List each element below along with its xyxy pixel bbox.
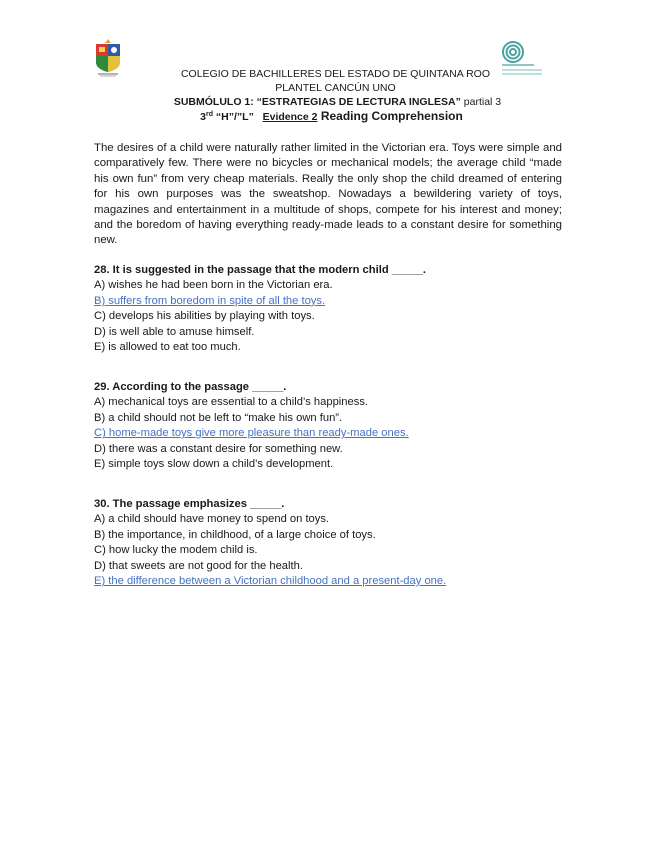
reading-passage: The desires of a child were naturally rather limited in the Victorian era. Toys were simple and comparatively few. There were no bicycles or mechanical models; the average child “made his own fun” from very cheap materials. Really the only shop the child dreamed of entering for his own purposes was the sweatshop. Nowadays a bewildering variety of toys, magazines and entertainment in a multitude of shops, compete for his interest and money; and the boredom of having everything ready-made leads to a constant desire for something new. [94, 142, 562, 247]
option-d[interactable]: D) there was a constant desire for something new. [94, 442, 343, 455]
option-e[interactable]: E) is allowed to eat too much. [94, 341, 241, 354]
evidence-title [4, 110, 655, 124]
option-b[interactable]: B) the importance, in childhood, of a large choice of toys. [94, 528, 376, 541]
grade-label: 3rd “H”/”L” [200, 111, 254, 123]
question-stem: 30. The passage emphasizes _____. [94, 498, 285, 510]
question-30 [94, 497, 574, 589]
option-c[interactable]: C) how lucky the modem child is. [94, 544, 258, 557]
option-a[interactable]: A) wishes he had been born in the Victorian era. [94, 279, 333, 292]
option-c[interactable]: C) develops his abilities by playing with toys. [94, 310, 315, 323]
option-e[interactable]: E) simple toys slow down a child’s development. [94, 458, 334, 471]
submodule-title [10, 96, 655, 109]
submodule-name: SUBMÓLULO 1: “ESTRATEGIAS DE LECTURA INGLESA” [173, 96, 461, 108]
option-a[interactable]: A) mechanical toys are essential to a child’s happiness. [94, 396, 369, 409]
option-a[interactable]: A) a child should have money to spend on toys. [94, 513, 330, 526]
option-b-selected[interactable]: B) suffers from boredom in spite of all the toys. [94, 294, 326, 307]
reading-comprehension-label: Reading Comprehension [317, 109, 463, 123]
question-stem: 29. According to the passage _____. [94, 381, 287, 393]
question-29 [94, 380, 574, 472]
question-stem: 28. It is suggested in the passage that the modern child _____. [94, 264, 426, 276]
question-28 [94, 263, 574, 355]
option-c-selected[interactable]: C) home-made toys give more pleasure than ready-made ones. [94, 427, 409, 440]
option-d[interactable]: D) is well able to amuse himself. [94, 325, 255, 338]
option-e-selected[interactable]: E) the difference between a Victorian childhood and a present-day one. [94, 575, 447, 588]
evidence-label: Evidence 2 [262, 111, 318, 123]
partial-label: partial 3 [460, 96, 502, 108]
campus-name: PLANTEL CANCÚN UNO [275, 82, 396, 94]
school-name: COLEGIO DE BACHILLERES DEL ESTADO DE QUINTANA ROO [180, 68, 491, 80]
option-b[interactable]: B) a child should not be left to “make his own fun”. [94, 411, 343, 424]
option-d[interactable]: D) that sweets are not good for the health. [94, 559, 303, 572]
